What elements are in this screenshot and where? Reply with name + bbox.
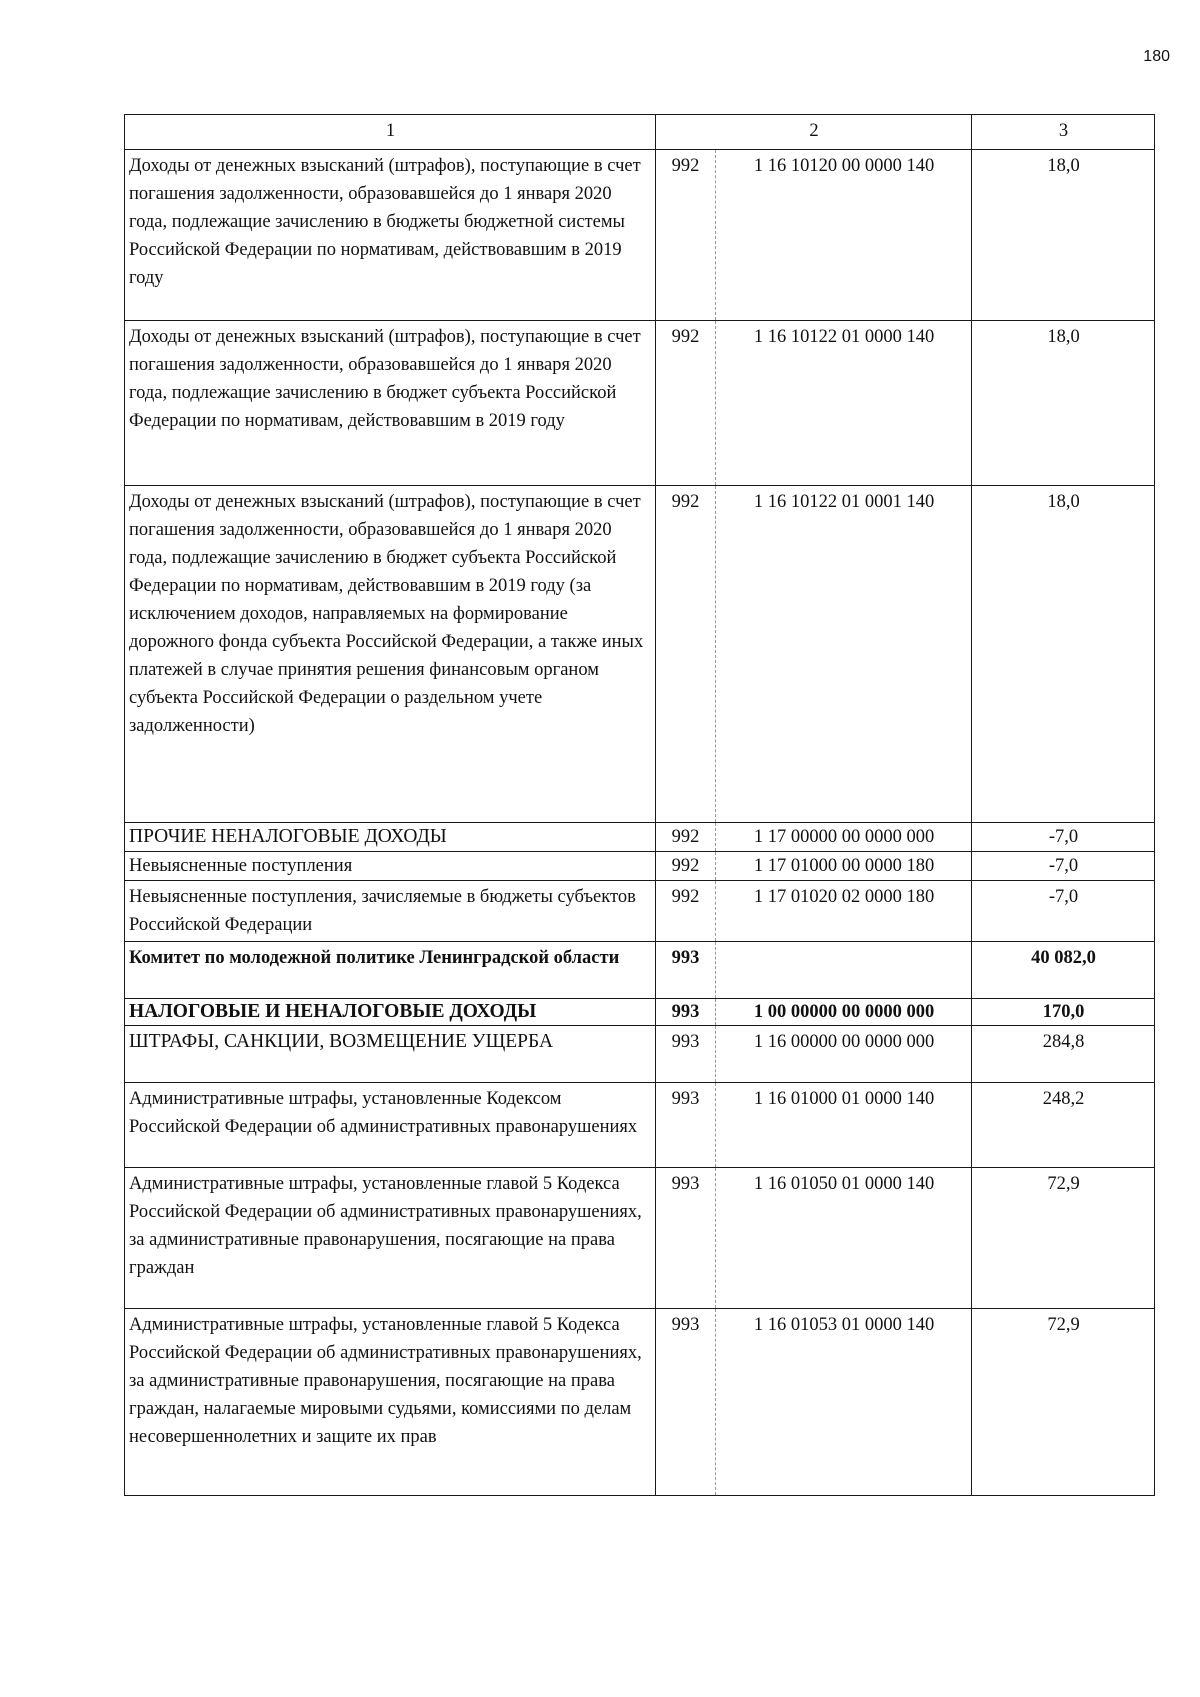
- row-amount: -7,0: [972, 823, 1155, 852]
- row-admin-code: 992: [656, 486, 716, 823]
- row-admin-code: 992: [656, 881, 716, 942]
- page-number: 180: [1143, 48, 1170, 65]
- row-description: Доходы от денежных взысканий (штрафов), поступающие в счет погашения задолженности, образовавшейся до 1 января 2020 года, подлежащие зачислению в бюджеты бюджетной системы Российской Федерации по нормативам, действовавшим в 2019 году: [125, 150, 656, 321]
- row-admin-code: 993: [656, 1168, 716, 1309]
- row-admin-code: 993: [656, 1309, 716, 1496]
- row-description: Административные штрафы, установленные Кодексом Российской Федерации об административных правонарушениях: [125, 1083, 656, 1168]
- row-amount: 40 082,0: [972, 942, 1155, 999]
- table-row: [125, 881, 1155, 942]
- table-row: [125, 1309, 1155, 1496]
- row-admin-code: 992: [656, 321, 716, 486]
- row-amount: -7,0: [972, 881, 1155, 942]
- revenue-table: [124, 114, 1155, 1496]
- row-amount: 18,0: [972, 486, 1155, 823]
- row-admin-code: 993: [656, 999, 716, 1026]
- header-col-3: 3: [972, 115, 1155, 150]
- table-row: [125, 823, 1155, 852]
- row-description: Комитет по молодежной политике Ленинградской области: [125, 942, 656, 999]
- row-admin-code: 993: [656, 1083, 716, 1168]
- row-description: Административные штрафы, установленные главой 5 Кодекса Российской Федерации об административных правонарушениях, за административные правонарушения, посягающие на права граждан: [125, 1168, 656, 1309]
- table-row: [125, 999, 1155, 1026]
- row-admin-code: 992: [656, 823, 716, 852]
- row-budget-code: 1 17 01000 00 0000 180: [716, 852, 972, 881]
- row-description: Доходы от денежных взысканий (штрафов), поступающие в счет погашения задолженности, образовавшейся до 1 января 2020 года, подлежащие зачислению в бюджет субъекта Российской Федерации по нормативам, действовавшим в 2019 году (за исключением доходов, направляемых на формирование дорожного фонда субъекта Российской Федерации, а также иных платежей в случае принятия решения финансовым органом субъекта Российской Федерации о раздельном учете задолженности): [125, 486, 656, 823]
- row-amount: -7,0: [972, 852, 1155, 881]
- row-description: НАЛОГОВЫЕ И НЕНАЛОГОВЫЕ ДОХОДЫ: [125, 999, 656, 1026]
- table-row: [125, 150, 1155, 321]
- table-row: [125, 321, 1155, 486]
- row-budget-code: 1 16 00000 00 0000 000: [716, 1026, 972, 1083]
- row-admin-code: 992: [656, 852, 716, 881]
- header-col-2: 2: [656, 115, 972, 150]
- row-budget-code: 1 16 10122 01 0000 140: [716, 321, 972, 486]
- row-admin-code: 993: [656, 1026, 716, 1083]
- table-header-row: [125, 115, 1155, 150]
- table-row: [125, 852, 1155, 881]
- row-description: Невыясненные поступления, зачисляемые в бюджеты субъектов Российской Федерации: [125, 881, 656, 942]
- row-admin-code: 993: [656, 942, 716, 999]
- table-row: [125, 1083, 1155, 1168]
- row-description: Доходы от денежных взысканий (штрафов), поступающие в счет погашения задолженности, образовавшейся до 1 января 2020 года, подлежащие зачислению в бюджет субъекта Российской Федерации по нормативам, действовавшим в 2019 году: [125, 321, 656, 486]
- row-budget-code: 1 16 01053 01 0000 140: [716, 1309, 972, 1496]
- table-row: [125, 1026, 1155, 1083]
- row-description: Административные штрафы, установленные главой 5 Кодекса Российской Федерации об административных правонарушениях, за административные правонарушения, посягающие на права граждан, налагаемые мировыми судьями, комиссиями по делам несовершеннолетних и защите их прав: [125, 1309, 656, 1496]
- row-description: Невыясненные поступления: [125, 852, 656, 881]
- row-budget-code: 1 17 00000 00 0000 000: [716, 823, 972, 852]
- row-description: ПРОЧИЕ НЕНАЛОГОВЫЕ ДОХОДЫ: [125, 823, 656, 852]
- row-budget-code: 1 16 10120 00 0000 140: [716, 150, 972, 321]
- table-row: [125, 1168, 1155, 1309]
- row-amount: 72,9: [972, 1309, 1155, 1496]
- row-admin-code: 992: [656, 150, 716, 321]
- table-row: [125, 486, 1155, 823]
- row-budget-code: 1 16 10122 01 0001 140: [716, 486, 972, 823]
- row-budget-code: 1 17 01020 02 0000 180: [716, 881, 972, 942]
- row-description: ШТРАФЫ, САНКЦИИ, ВОЗМЕЩЕНИЕ УЩЕРБА: [125, 1026, 656, 1083]
- row-amount: 18,0: [972, 150, 1155, 321]
- row-amount: 248,2: [972, 1083, 1155, 1168]
- row-budget-code: 1 16 01050 01 0000 140: [716, 1168, 972, 1309]
- table-row: [125, 942, 1155, 999]
- row-amount: 284,8: [972, 1026, 1155, 1083]
- row-amount: 18,0: [972, 321, 1155, 486]
- header-col-1: 1: [125, 115, 656, 150]
- row-budget-code: 1 16 01000 01 0000 140: [716, 1083, 972, 1168]
- row-amount: 170,0: [972, 999, 1155, 1026]
- row-amount: 72,9: [972, 1168, 1155, 1309]
- row-budget-code: 1 00 00000 00 0000 000: [716, 999, 972, 1026]
- row-budget-code: [716, 942, 972, 999]
